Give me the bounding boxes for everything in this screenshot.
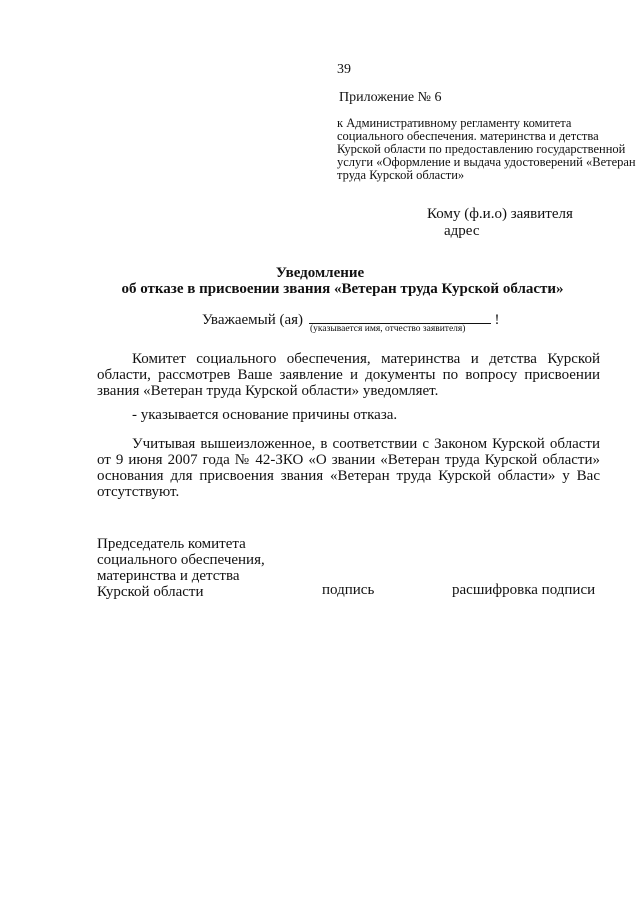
- signature-sign-label: подпись: [322, 582, 375, 598]
- document-title: Уведомление: [275, 265, 365, 281]
- annex-description: к Административному регламенту комитета социального обеспечения. материнства и детства Курской области по предоставлению государственной услуги «Оформление и выдача удостоверений «Ветеран труда Курской области»: [337, 116, 636, 182]
- signature-position-line: материнства и детства: [97, 568, 240, 584]
- document-subtitle: об отказе в присвоении звания «Ветеран труда Курской области»: [121, 281, 564, 297]
- signature-position-line: Председатель комитета: [97, 536, 246, 552]
- signature-position-line: социального обеспечения,: [97, 552, 265, 568]
- greeting-hint: (указывается имя, отчество заявителя): [310, 324, 466, 334]
- body-paragraph-3: Учитывая вышеизложенное, в соответствии с Законом Курской области от 9 июня 2007 года № 42-ЗКО «О звании «Ветеран труда Курской области» основания для присвоения звания «Ветеран труда Курской области» у Вас отсутствуют.: [97, 436, 600, 500]
- greeting-name-blank: [309, 310, 491, 324]
- body-paragraph-2: - указывается основание причины отказа.: [132, 407, 398, 423]
- greeting-end: !: [494, 312, 500, 328]
- signature-position-line: Курской области: [97, 584, 204, 600]
- body-paragraph-1: Комитет социального обеспечения, материнства и детства Курской области, рассмотрев Ваше заявление и документы по вопросу присвоении звания «Ветеран труда Курской области» уведомляет.: [97, 351, 600, 399]
- signature-decode-label: расшифровка подписи: [452, 582, 596, 598]
- addressee-address: адрес: [444, 223, 480, 239]
- greeting-salutation: Уважаемый (ая): [202, 312, 304, 328]
- page-number: 39: [337, 62, 351, 77]
- annex-title: Приложение № 6: [339, 90, 442, 105]
- signature-position: [97, 536, 265, 600]
- addressee-name: Кому (ф.и.о) заявителя: [427, 206, 573, 222]
